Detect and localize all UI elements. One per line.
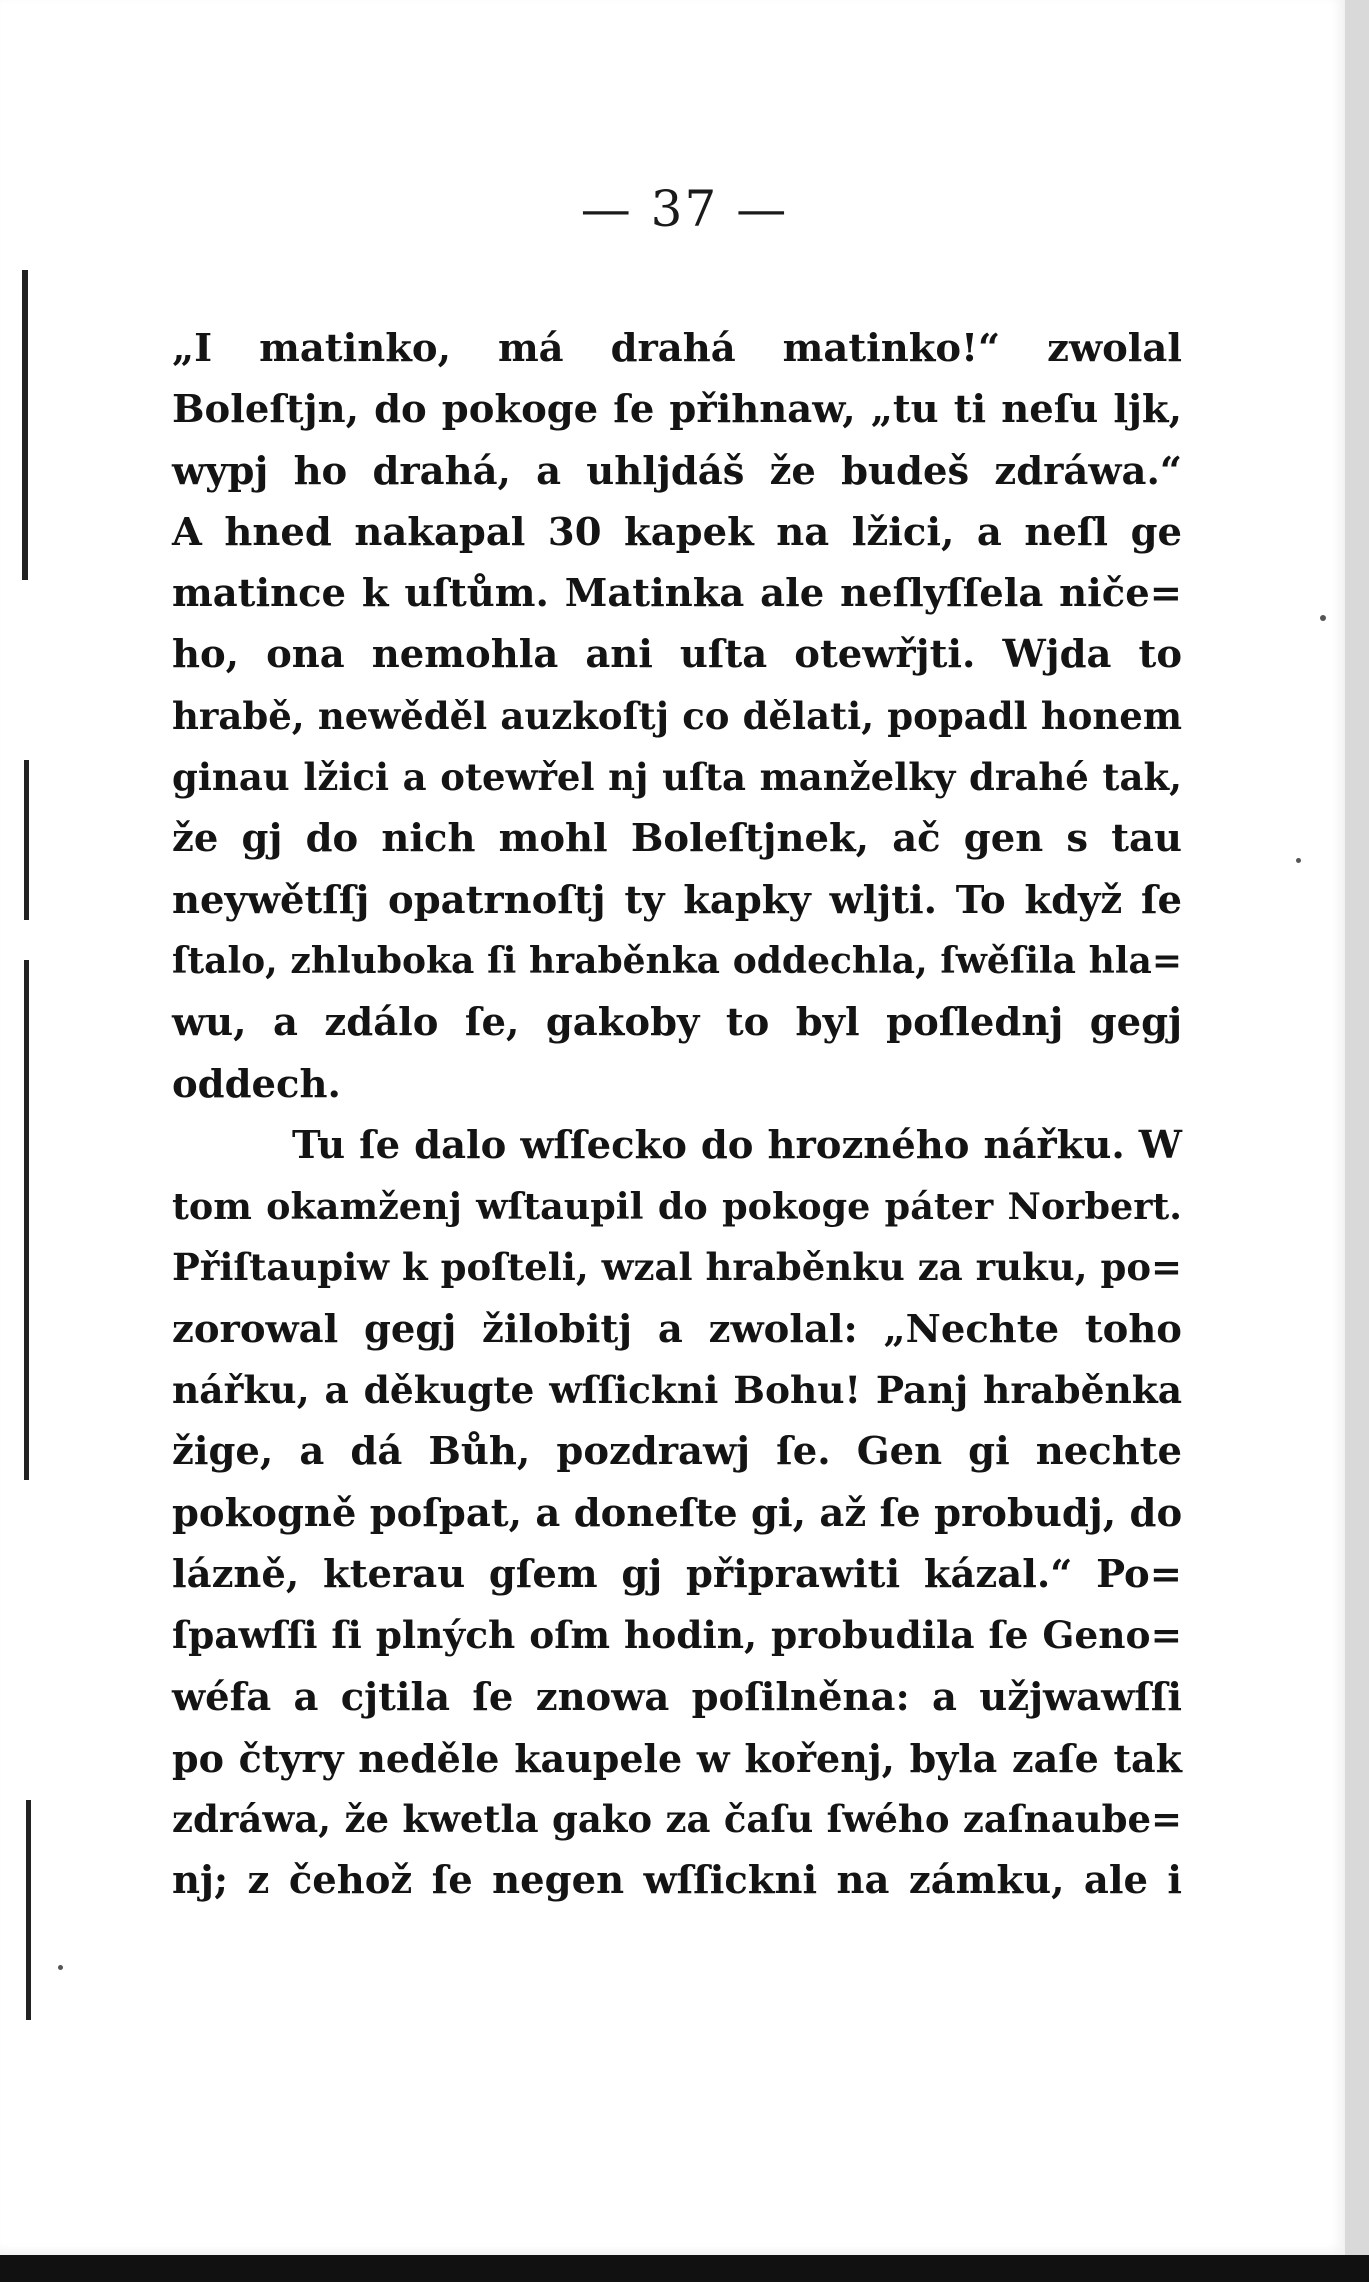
page-number: — 37 —	[580, 180, 789, 238]
text-line: matince k uſtům. Matinka ale neſlyſſela niče=	[172, 571, 1182, 617]
text-line: wypj ho drahá, a uhljdáš že budeš zdráwa.“	[172, 448, 1182, 494]
binding-mark-2	[24, 760, 29, 920]
text-line: zdráwa, že kwetla gako za čaſu ſwého zaſnaube=	[172, 1797, 1182, 1842]
text-line: nářku, a děkugte wſſickni Bohu! Panj hraběnka	[172, 1368, 1182, 1413]
text-line: Tu ſe dalo wſſecko do hrozného nářku. W	[292, 1122, 1182, 1168]
text-line: lázně, kterau gſem gj připrawiti kázal.“ Po=	[172, 1551, 1182, 1597]
text-line: ſpawſſi ſi plných oſm hodin, probudila ſe Geno=	[172, 1613, 1182, 1658]
text-line: ho, ona nemohla ani uſta otewřjti. Wjda to	[172, 632, 1182, 678]
text-line: Boleſtjn, do pokoge ſe přihnaw, „tu ti neſu ljk,	[172, 387, 1182, 433]
scan-edge-bottom	[0, 2255, 1369, 2282]
text-line: žige, a dá Bůh, pozdrawj ſe. Gen gi nechte	[172, 1429, 1182, 1475]
text-line: A hned nakapal 30 kapek na lžici, a neſl ge	[172, 509, 1182, 555]
binding-mark-3	[24, 960, 29, 1480]
text-line: po čtyry neděle kaupele w kořenj, byla zaſe tak	[172, 1735, 1182, 1781]
binding-mark-4	[26, 1800, 31, 2020]
text-line: wu, a zdálo ſe, gakoby to byl poſlednj gegj	[172, 1000, 1182, 1046]
text-line: neywětſſj opatrnoſtj ty kapky wljti. To když ſe	[172, 877, 1182, 923]
text-line: oddech.	[172, 1061, 341, 1107]
text-line: zorowal gegj žilobitj a zwolal: „Nechte toho	[172, 1306, 1182, 1352]
text-line: hrabě, newěděl auzkoſtj co dělati, popadl honem	[172, 693, 1182, 738]
text-line: „I matinko, má drahá matinko!“ zwolal	[172, 326, 1182, 371]
text-line: pokogně poſpat, a doneſte gi, až ſe probudj, do	[172, 1490, 1183, 1536]
text-line: ginau lžici a otewřel nj uſta manželky drahé tak,	[172, 755, 1182, 800]
text-line: Přiſtaupiw k poſteli, wzal hraběnku za ruku, po=	[172, 1245, 1182, 1290]
text-line: tom okamženj wſtaupil do pokoge páter Norbert.	[172, 1185, 1182, 1229]
scan-speck-2	[1296, 858, 1301, 863]
text-line: že gj do nich mohl Boleſtjnek, ač gen s tau	[172, 816, 1182, 862]
scan-speck-3	[58, 1965, 63, 1970]
text-line: wéfa a cjtila ſe znowa poſilněna: a užjwawſſi	[172, 1674, 1182, 1720]
text-line: nj; z čehož ſe negen wſſickni na zámku, ale i	[172, 1858, 1182, 1904]
text-line: ſtalo, zhluboka ſi hraběnka oddechla, ſwěſila hla=	[172, 939, 1182, 982]
body-text	[172, 318, 1182, 1912]
binding-mark-1	[22, 270, 28, 580]
scan-speck-1	[1320, 615, 1326, 621]
scan-edge-right	[1345, 0, 1369, 2282]
